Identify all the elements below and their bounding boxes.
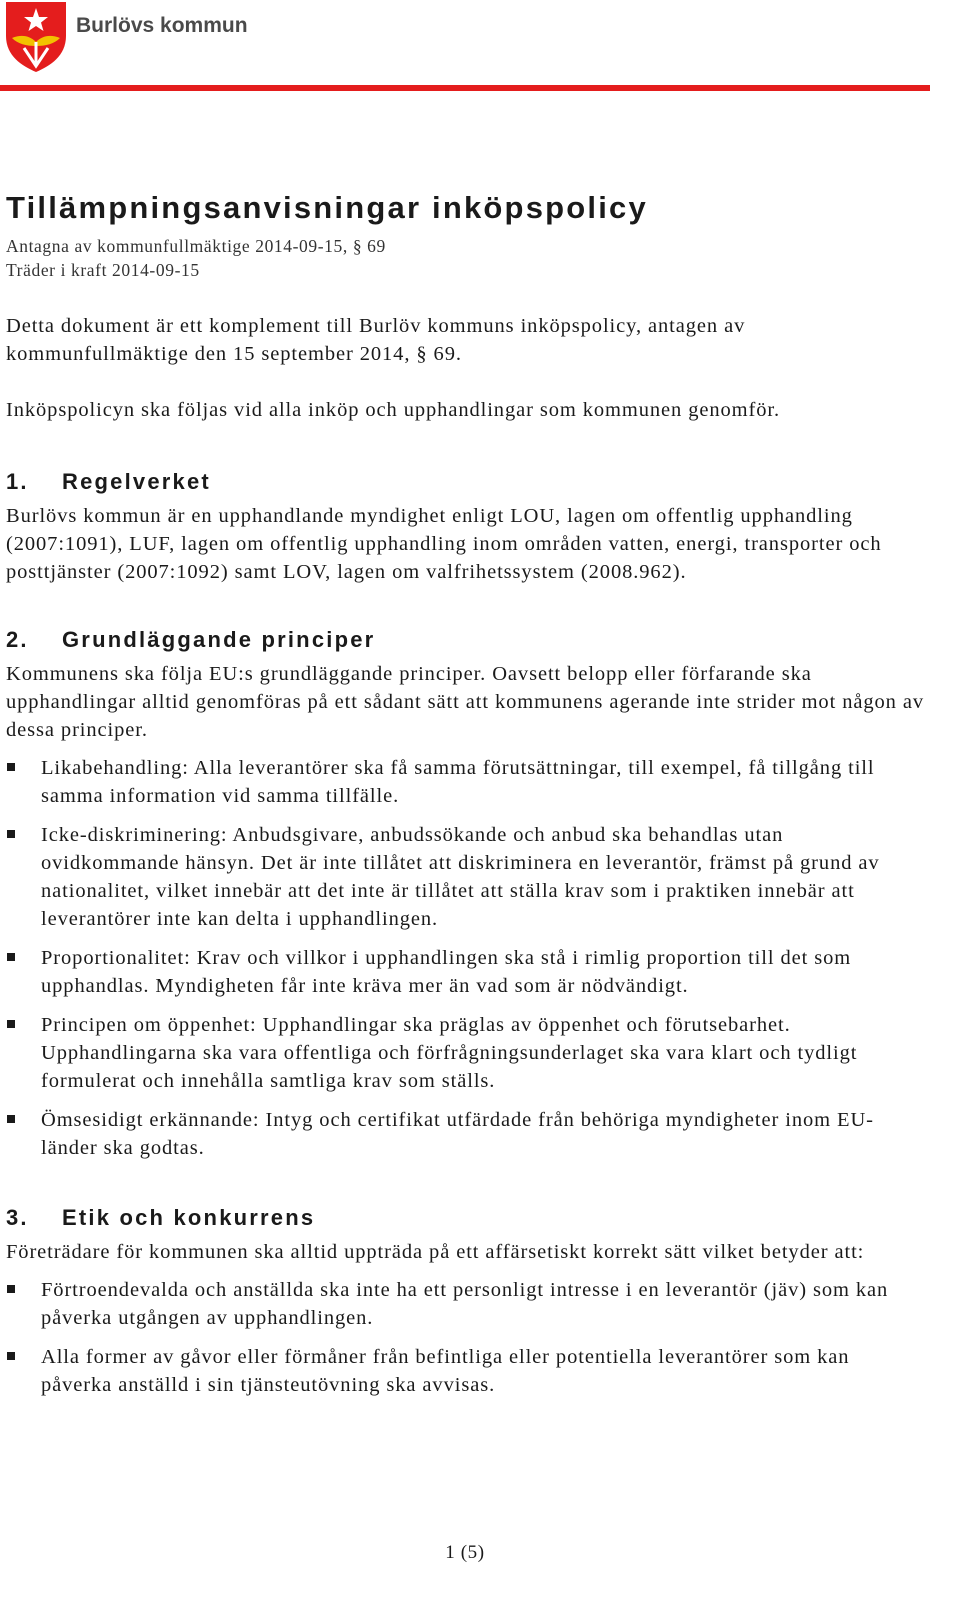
principles-list: [6, 754, 926, 1162]
intro-paragraph: Detta dokument är ett komplement till Burlöv kommuns inköpspolicy, antagen av kommunfullmäktige den 15 september 2014, § 69.: [6, 315, 746, 365]
list-item: [6, 754, 926, 810]
square-bullet-icon: [7, 1115, 15, 1123]
list-item-text: Förtroendevalda och anställda ska inte ha ett personligt intresse i en leverantör (jäv) som kan påverka utgången av upphandlingen.: [41, 1279, 889, 1329]
square-bullet-icon: [7, 1285, 15, 1293]
list-item-text: Proportionalitet: Krav och villkor i upphandlingen ska stå i rimlig proportion till det som upphandlas. Myndigheten får inte kräva mer än vad som är nödvändigt.: [41, 947, 852, 997]
section-heading: [6, 468, 926, 496]
section-regelverket: [6, 468, 926, 586]
square-bullet-icon: [7, 953, 15, 961]
intro-paragraph: Inköpspolicyn ska följas vid alla inköp och upphandlingar som kommunen genomför.: [6, 399, 781, 421]
list-item-text: Alla former av gåvor eller förmåner från befintliga eller potentiella leverantörer som kan påverka anställd i sin tjänsteutövning ska avvisas.: [41, 1346, 850, 1396]
section-number: 2.: [6, 627, 29, 652]
section-grundlaggande-principer: [6, 626, 926, 1162]
page-number: 1 (5): [445, 1542, 485, 1563]
header-divider: [0, 85, 930, 91]
effective-date: Träder i kraft 2014-09-15: [6, 260, 200, 280]
list-item: [6, 1011, 926, 1095]
section-number: 3.: [6, 1205, 29, 1230]
list-item: [6, 821, 926, 933]
section-etik-och-konkurrens: [6, 1204, 926, 1399]
adoption-info: Antagna av kommunfullmäktige 2014-09-15, § 69: [6, 236, 386, 256]
document-title: Tillämpningsanvisningar inköpspolicy: [6, 190, 648, 225]
square-bullet-icon: [7, 1352, 15, 1360]
square-bullet-icon: [7, 1020, 15, 1028]
section-title: Grundläggande principer: [62, 627, 376, 652]
list-item: [6, 1106, 926, 1162]
list-item-text: Icke-diskriminering: Anbudsgivare, anbudssökande och anbud ska behandlas utan ovidkommande hänsyn. Det är inte tillåtet att diskriminera en leverantör, främst på grund av nationalitet, vilket innebär att det inte är tillåtet att ställa krav som i praktiken innebär att leverantörer inte kan delta i upphandlingen.: [41, 824, 880, 930]
organization-name: Burlövs kommun: [76, 14, 248, 37]
list-item: [6, 1343, 926, 1399]
document-body: [6, 190, 926, 1410]
section-title: Regelverket: [62, 469, 211, 494]
section-heading: [6, 1204, 926, 1232]
list-item-text: Principen om öppenhet: Upphandlingar ska präglas av öppenhet och förutsebarhet. Upphandlingarna ska vara offentliga och förfrågningsunderlaget ska vara klart och tydligt formulerat och innehålla samtliga krav som ställs.: [41, 1014, 858, 1092]
section-number: 1.: [6, 469, 29, 494]
section-heading: [6, 626, 926, 654]
section-body: Företrädare för kommunen ska alltid uppträda på ett affärsetiskt korrekt sätt vilket betyder att:: [6, 1241, 865, 1263]
square-bullet-icon: [7, 830, 15, 838]
section-title: Etik och konkurrens: [62, 1205, 316, 1230]
square-bullet-icon: [7, 763, 15, 771]
section-body: Burlövs kommun är en upphandlande myndighet enligt LOU, lagen om offentlig upphandling (2007:1091), LUF, lagen om offentlig upphandling inom områden vatten, energi, transporter och posttjänster (2007:1092) samt LOV, lagen om valfrihetssystem (2008.962).: [6, 505, 882, 583]
list-item: [6, 944, 926, 1000]
list-item-text: Likabehandling: Alla leverantörer ska få samma förutsättningar, till exempel, få tillgång till samma information vid samma tillfälle.: [41, 757, 875, 807]
section-body: Kommunens ska följa EU:s grundläggande principer. Oavsett belopp eller förfarande ska upphandlingar alltid genomföras på ett sådant sätt att kommunens agerande inte strider mot någon av dessa principer.: [6, 663, 924, 741]
list-item-text: Ömsesidigt erkännande: Intyg och certifikat utfärdade från behöriga myndigheter inom EU-länder ska godtas.: [41, 1109, 874, 1159]
list-item: [6, 1276, 926, 1332]
municipal-coat-of-arms-icon: [4, 0, 68, 74]
page-header: [0, 0, 960, 96]
ethics-list: [6, 1276, 926, 1399]
